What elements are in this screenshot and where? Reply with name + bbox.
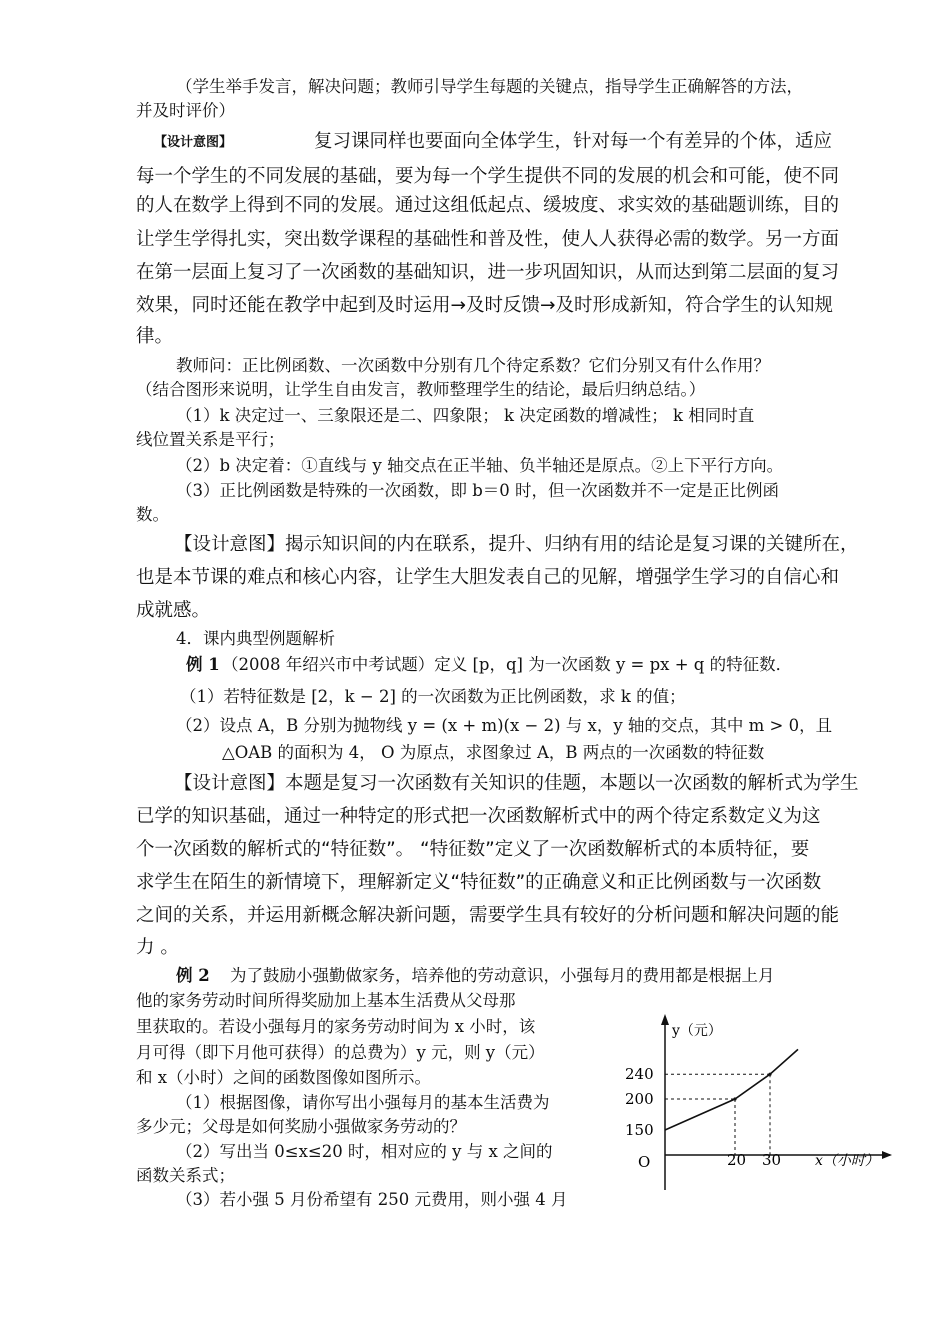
function-graph xyxy=(610,1000,900,1200)
para-line: 【设计意图】揭示知识间的内在联系，提升、归纳有用的结论是复习课的关键所在， xyxy=(174,534,859,555)
para-line: 复习课同样也要面向全体学生，针对每一个有差异的个体，适应 xyxy=(314,131,833,152)
para-line: （结合图形来说明，让学生自由发言，教师整理学生的结论，最后归纳总结。） xyxy=(136,380,706,399)
para-line: 让学生学得扎实，突出数学课程的基础性和普及性，使人人获得必需的数学。另一方面 xyxy=(136,229,840,250)
para-line: 函数关系式； xyxy=(136,1166,235,1185)
para-line: 律。 xyxy=(136,326,174,347)
para-line: 和 x（小时）之间的函数图像如图所示。 xyxy=(136,1068,432,1087)
para-line: 里获取的。若设小强每月的家务劳动时间为 x 小时，该 xyxy=(136,1017,536,1036)
para-line: 月可得（即下月他可获得）的总费为）y 元，则 y（元） xyxy=(136,1043,545,1062)
para-line: 为了鼓励小强勤做家务，培养他的劳动意识，小强每月的费用都是根据上月 xyxy=(230,966,775,985)
para-line: 也是本节课的难点和核心内容，让学生大胆发表自己的见解，增强学生学习的自信心和 xyxy=(136,567,840,588)
para-line: 线位置关系是平行； xyxy=(136,430,285,449)
para-line: （学生举手发言，解决问题；教师引导学生每题的关键点，指导学生正确解答的方法， xyxy=(176,77,803,96)
para-line: 【设计意图】本题是复习一次函数有关知识的佳题，本题以一次函数的解析式为学生 xyxy=(174,773,859,794)
para-line: （2008 年绍兴市中考试题）定义 [p，q] 为一次函数 y = px + q 的特征数． xyxy=(222,655,793,674)
x-axis-label: x（小时） xyxy=(815,1153,879,1169)
data-point xyxy=(768,1073,771,1076)
para-line: （2）写出当 0≤x≤20 时，相对应的 y 与 x 之间的 xyxy=(176,1142,553,1161)
para-line: 之间的关系，并运用新概念解决新问题，需要学生具有较好的分析问题和解决问题的能 xyxy=(136,905,840,926)
x-tick-label: 20 xyxy=(727,1151,747,1169)
para-line: 求学生在陌生的新情境下，理解新定义“特征数”的正确意义和正比例函数与一次函数 xyxy=(136,872,822,893)
y-axis-arrow-icon xyxy=(661,1014,669,1025)
para-line: 效果，同时还能在教学中起到及时运用→及时反馈→及时形成新知，符合学生的认知规 xyxy=(136,295,834,316)
origin-label: O xyxy=(638,1153,651,1171)
para-line: （1）若特征数是 [2，k − 2] 的一次函数为正比例函数，求 k 的值； xyxy=(180,687,686,706)
x-tick-label: 30 xyxy=(762,1151,782,1169)
data-point xyxy=(733,1097,736,1100)
para-line: 在第一层面上复习了一次函数的基础知识，进一步巩固知识，从而达到第二层面的复习 xyxy=(136,262,840,283)
series-line xyxy=(665,1049,798,1130)
example-label: 例 2 xyxy=(176,966,210,985)
para-line: 成就感。 xyxy=(136,600,211,621)
para-line: 个一次函数的解析式的“特征数”。 “特征数”定义了一次函数解析式的本质特征，要 xyxy=(136,839,810,860)
design-intent-tag: 【设计意图】 xyxy=(154,135,233,150)
para-line: 已学的知识基础，通过一种特定的形式把一次函数解析式中的两个待定系数定义为这 xyxy=(136,806,821,827)
y-tick-label: 200 xyxy=(625,1090,654,1108)
x-axis-arrow-icon xyxy=(882,1151,892,1159)
para-line: （1）k 决定过一、三象限还是二、四象限； k 决定函数的增减性； k 相同时直 xyxy=(176,406,755,425)
y-tick-label: 150 xyxy=(625,1121,654,1139)
para-line: 他的家务劳动时间所得奖励加上基本生活费从父母那 xyxy=(136,991,516,1010)
y-tick-label: 240 xyxy=(625,1065,654,1084)
para-line: △OAB 的面积为 4， O 为原点，求图象过 A，B 两点的一次函数的特征数 xyxy=(222,743,765,762)
para-line: 并及时评价） xyxy=(136,101,235,120)
example-label: 例 1 xyxy=(186,655,220,674)
para-line: 数。 xyxy=(136,505,169,524)
para-line: （1）根据图像，请你写出小强每月的基本生活费为 xyxy=(176,1093,550,1112)
para-line: （2）b 决定着：①直线与 y 轴交点在正半轴、负半轴还是原点。②上下平行方向。 xyxy=(176,456,784,475)
para-line: 的人在数学上得到不同的发展。通过这组低起点、缓坡度、求实效的基础题训练，目的 xyxy=(136,195,840,216)
para-line: 力 。 xyxy=(136,937,179,958)
para-line: 教师问：正比例函数、一次函数中分别有几个待定系数？它们分别又有什么作用？ xyxy=(176,356,770,375)
para-line: （3）正比例函数是特殊的一次函数，即 b＝0 时，但一次函数并不一定是正比例函 xyxy=(176,481,780,500)
para-line: （2）设点 A，B 分别为抛物线 y = (x + m)(x − 2) 与 x，y 轴的交点，其中 m > 0，且 xyxy=(176,716,833,735)
y-axis-label: y（元） xyxy=(672,1023,722,1039)
para-line: （3）若小强 5 月份希望有 250 元费用，则小强 4 月 xyxy=(176,1190,568,1209)
section-heading: 4．课内典型例题解析 xyxy=(176,629,335,648)
para-line: 多少元；父母是如何奖励小强做家务劳动的？ xyxy=(136,1117,466,1136)
para-line: 每一个学生的不同发展的基础，要为每一个学生提供不同的发展的机会和可能，使不同 xyxy=(136,166,840,187)
